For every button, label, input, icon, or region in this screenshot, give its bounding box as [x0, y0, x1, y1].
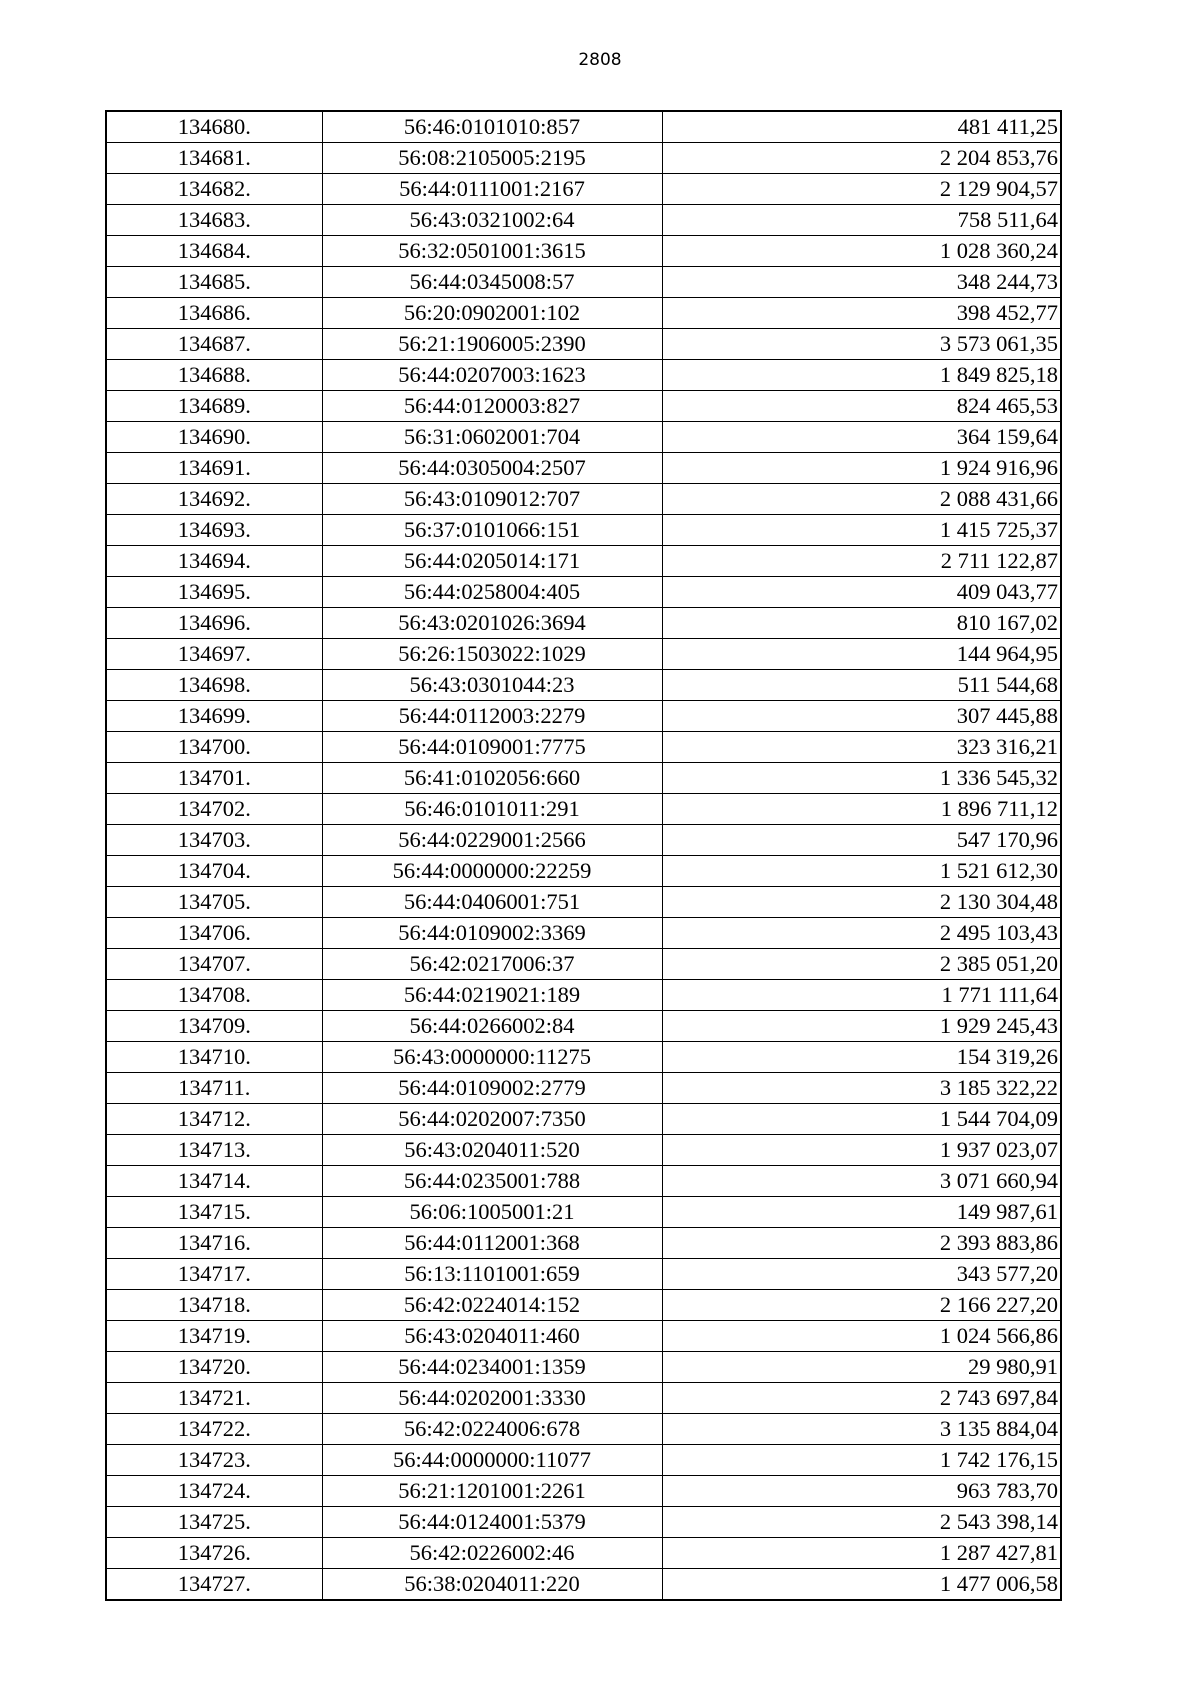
row-number-cell: 134688.: [106, 360, 322, 391]
cadastral-number-cell: 56:44:0202007:7350: [322, 1104, 662, 1135]
row-number-cell: 134722.: [106, 1414, 322, 1445]
table-row: [106, 1042, 1061, 1073]
table-row: [106, 1073, 1061, 1104]
row-number-cell: 134712.: [106, 1104, 322, 1135]
cadastral-value-cell: 29 980,91: [662, 1352, 1061, 1383]
cadastral-number-cell: 56:44:0266002:84: [322, 1011, 662, 1042]
table-row: [106, 1104, 1061, 1135]
cadastral-value-cell: 343 577,20: [662, 1259, 1061, 1290]
table-row: [106, 1352, 1061, 1383]
cadastral-value-cell: 323 316,21: [662, 732, 1061, 763]
row-number-cell: 134724.: [106, 1476, 322, 1507]
cadastral-value-cell: 348 244,73: [662, 267, 1061, 298]
cadastral-value-cell: 1 929 245,43: [662, 1011, 1061, 1042]
cadastral-value-cell: 1 742 176,15: [662, 1445, 1061, 1476]
cadastral-number-cell: 56:44:0109002:2779: [322, 1073, 662, 1104]
row-number-cell: 134721.: [106, 1383, 322, 1414]
cadastral-value-cell: 2 543 398,14: [662, 1507, 1061, 1538]
row-number-cell: 134713.: [106, 1135, 322, 1166]
cadastral-number-cell: 56:44:0000000:22259: [322, 856, 662, 887]
cadastral-value-cell: 1 544 704,09: [662, 1104, 1061, 1135]
row-number-cell: 134707.: [106, 949, 322, 980]
table-row: [106, 856, 1061, 887]
table-row: [106, 143, 1061, 174]
cadastral-number-cell: 56:32:0501001:3615: [322, 236, 662, 267]
row-number-cell: 134695.: [106, 577, 322, 608]
cadastral-number-cell: 56:44:0124001:5379: [322, 1507, 662, 1538]
table-row: [106, 391, 1061, 422]
cadastral-value-cell: 2 088 431,66: [662, 484, 1061, 515]
cadastral-value-cell: 144 964,95: [662, 639, 1061, 670]
table-row: [106, 174, 1061, 205]
cadastral-value-cell: 2 495 103,43: [662, 918, 1061, 949]
cadastral-number-cell: 56:21:1201001:2261: [322, 1476, 662, 1507]
cadastral-value-cell: 1 477 006,58: [662, 1569, 1061, 1601]
cadastral-number-cell: 56:41:0102056:660: [322, 763, 662, 794]
cadastral-number-cell: 56:44:0229001:2566: [322, 825, 662, 856]
cadastral-value-cell: 2 204 853,76: [662, 143, 1061, 174]
row-number-cell: 134717.: [106, 1259, 322, 1290]
cadastral-value-cell: 149 987,61: [662, 1197, 1061, 1228]
row-number-cell: 134716.: [106, 1228, 322, 1259]
cadastral-value-cell: 364 159,64: [662, 422, 1061, 453]
row-number-cell: 134682.: [106, 174, 322, 205]
table-row: [106, 546, 1061, 577]
cadastral-value-cell: 3 185 322,22: [662, 1073, 1061, 1104]
table-row: [106, 1290, 1061, 1321]
cadastral-number-cell: 56:06:1005001:21: [322, 1197, 662, 1228]
cadastral-value-cell: 409 043,77: [662, 577, 1061, 608]
table-row: [106, 1259, 1061, 1290]
cadastral-number-cell: 56:44:0109002:3369: [322, 918, 662, 949]
table-row: [106, 670, 1061, 701]
row-number-cell: 134708.: [106, 980, 322, 1011]
cadastral-value-cell: 154 319,26: [662, 1042, 1061, 1073]
row-number-cell: 134684.: [106, 236, 322, 267]
cadastral-number-cell: 56:44:0345008:57: [322, 267, 662, 298]
cadastral-value-cell: 2 129 904,57: [662, 174, 1061, 205]
cadastral-number-cell: 56:37:0101066:151: [322, 515, 662, 546]
cadastral-number-cell: 56:44:0406001:751: [322, 887, 662, 918]
row-number-cell: 134710.: [106, 1042, 322, 1073]
table-row: [106, 205, 1061, 236]
cadastral-value-cell: 1 336 545,32: [662, 763, 1061, 794]
cadastral-number-cell: 56:44:0112003:2279: [322, 701, 662, 732]
table-row: [106, 1321, 1061, 1352]
cadastral-number-cell: 56:44:0207003:1623: [322, 360, 662, 391]
cadastral-number-cell: 56:43:0109012:707: [322, 484, 662, 515]
cadastral-value-cell: 3 573 061,35: [662, 329, 1061, 360]
cadastral-value-cell: 481 411,25: [662, 111, 1061, 143]
cadastral-value-cell: 3 135 884,04: [662, 1414, 1061, 1445]
cadastral-number-cell: 56:43:0204011:520: [322, 1135, 662, 1166]
row-number-cell: 134706.: [106, 918, 322, 949]
row-number-cell: 134711.: [106, 1073, 322, 1104]
table-row: [106, 484, 1061, 515]
cadastral-value-cell: 1 771 111,64: [662, 980, 1061, 1011]
table-row: [106, 267, 1061, 298]
row-number-cell: 134703.: [106, 825, 322, 856]
cadastral-value-cell: 547 170,96: [662, 825, 1061, 856]
row-number-cell: 134697.: [106, 639, 322, 670]
table-row: [106, 298, 1061, 329]
row-number-cell: 134690.: [106, 422, 322, 453]
row-number-cell: 134714.: [106, 1166, 322, 1197]
cadastral-value-cell: 2 743 697,84: [662, 1383, 1061, 1414]
cadastral-number-cell: 56:43:0321002:64: [322, 205, 662, 236]
table-row: [106, 1166, 1061, 1197]
cadastral-number-cell: 56:26:1503022:1029: [322, 639, 662, 670]
table-row: [106, 1011, 1061, 1042]
row-number-cell: 134727.: [106, 1569, 322, 1601]
table-row: [106, 453, 1061, 484]
cadastral-value-cell: 2 166 227,20: [662, 1290, 1061, 1321]
table-row: [106, 236, 1061, 267]
cadastral-value-cell: 824 465,53: [662, 391, 1061, 422]
table-row: [106, 577, 1061, 608]
cadastral-number-cell: 56:46:0101011:291: [322, 794, 662, 825]
cadastral-number-cell: 56:31:0602001:704: [322, 422, 662, 453]
table-row: [106, 1197, 1061, 1228]
page-number: 2808: [578, 50, 622, 70]
cadastral-value-cell: 2 130 304,48: [662, 887, 1061, 918]
cadastral-number-cell: 56:44:0219021:189: [322, 980, 662, 1011]
cadastral-value-cell: 2 393 883,86: [662, 1228, 1061, 1259]
cadastral-value-cell: 398 452,77: [662, 298, 1061, 329]
row-number-cell: 134681.: [106, 143, 322, 174]
cadastral-number-cell: 56:43:0301044:23: [322, 670, 662, 701]
cadastral-value-cell: 1 896 711,12: [662, 794, 1061, 825]
row-number-cell: 134691.: [106, 453, 322, 484]
cadastral-number-cell: 56:21:1906005:2390: [322, 329, 662, 360]
cadastral-number-cell: 56:44:0000000:11077: [322, 1445, 662, 1476]
cadastral-number-cell: 56:44:0205014:171: [322, 546, 662, 577]
row-number-cell: 134715.: [106, 1197, 322, 1228]
row-number-cell: 134709.: [106, 1011, 322, 1042]
row-number-cell: 134698.: [106, 670, 322, 701]
row-number-cell: 134702.: [106, 794, 322, 825]
table-row: [106, 1228, 1061, 1259]
row-number-cell: 134694.: [106, 546, 322, 577]
table-row: [106, 887, 1061, 918]
cadastral-value-cell: 1 415 725,37: [662, 515, 1061, 546]
table-row: [106, 1445, 1061, 1476]
cadastral-value-cell: 758 511,64: [662, 205, 1061, 236]
row-number-cell: 134692.: [106, 484, 322, 515]
cadastral-value-cell: 2 711 122,87: [662, 546, 1061, 577]
row-number-cell: 134685.: [106, 267, 322, 298]
row-number-cell: 134687.: [106, 329, 322, 360]
cadastral-number-cell: 56:42:0217006:37: [322, 949, 662, 980]
cadastral-value-cell: 1 521 612,30: [662, 856, 1061, 887]
table-row: [106, 1135, 1061, 1166]
row-number-cell: 134680.: [106, 111, 322, 143]
table-row: [106, 1476, 1061, 1507]
row-number-cell: 134705.: [106, 887, 322, 918]
cadastral-value-cell: 2 385 051,20: [662, 949, 1061, 980]
table-row: [106, 608, 1061, 639]
table-row: [106, 1507, 1061, 1538]
row-number-cell: 134699.: [106, 701, 322, 732]
cadastral-number-cell: 56:43:0204011:460: [322, 1321, 662, 1352]
cadastral-number-cell: 56:13:1101001:659: [322, 1259, 662, 1290]
cadastral-value-cell: 1 849 825,18: [662, 360, 1061, 391]
table-row: [106, 1383, 1061, 1414]
row-number-cell: 134700.: [106, 732, 322, 763]
table-row: [106, 329, 1061, 360]
cadastral-number-cell: 56:44:0202001:3330: [322, 1383, 662, 1414]
cadastral-number-cell: 56:20:0902001:102: [322, 298, 662, 329]
table-row: [106, 732, 1061, 763]
row-number-cell: 134719.: [106, 1321, 322, 1352]
table-row: [106, 918, 1061, 949]
row-number-cell: 134726.: [106, 1538, 322, 1569]
cadastral-number-cell: 56:42:0224014:152: [322, 1290, 662, 1321]
table-row: [106, 794, 1061, 825]
cadastral-value-cell: 1 287 427,81: [662, 1538, 1061, 1569]
table-row: [106, 1414, 1061, 1445]
table-row: [106, 949, 1061, 980]
cadastral-number-cell: 56:42:0224006:678: [322, 1414, 662, 1445]
cadastral-number-cell: 56:44:0112001:368: [322, 1228, 662, 1259]
row-number-cell: 134683.: [106, 205, 322, 236]
cadastral-number-cell: 56:43:0201026:3694: [322, 608, 662, 639]
table-row: [106, 980, 1061, 1011]
cadastral-number-cell: 56:44:0258004:405: [322, 577, 662, 608]
table-row: [106, 825, 1061, 856]
cadastral-value-cell: 307 445,88: [662, 701, 1061, 732]
row-number-cell: 134686.: [106, 298, 322, 329]
cadastral-number-cell: 56:44:0234001:1359: [322, 1352, 662, 1383]
row-number-cell: 134693.: [106, 515, 322, 546]
table-body: [106, 111, 1061, 1600]
row-number-cell: 134725.: [106, 1507, 322, 1538]
table-row: [106, 1569, 1061, 1601]
cadastral-number-cell: 56:44:0111001:2167: [322, 174, 662, 205]
cadastral-number-cell: 56:43:0000000:11275: [322, 1042, 662, 1073]
cadastral-number-cell: 56:46:0101010:857: [322, 111, 662, 143]
table-row: [106, 639, 1061, 670]
cadastral-value-cell: 1 924 916,96: [662, 453, 1061, 484]
table-row: [106, 763, 1061, 794]
cadastral-number-cell: 56:42:0226002:46: [322, 1538, 662, 1569]
table-row: [106, 515, 1061, 546]
row-number-cell: 134689.: [106, 391, 322, 422]
cadastral-value-cell: 963 783,70: [662, 1476, 1061, 1507]
cadastral-number-cell: 56:44:0305004:2507: [322, 453, 662, 484]
cadastral-value-cell: 1 028 360,24: [662, 236, 1061, 267]
cadastral-number-cell: 56:44:0235001:788: [322, 1166, 662, 1197]
cadastral-number-cell: 56:08:2105005:2195: [322, 143, 662, 174]
cadastral-number-cell: 56:44:0120003:827: [322, 391, 662, 422]
table-row: [106, 1538, 1061, 1569]
cadastral-value-cell: 3 071 660,94: [662, 1166, 1061, 1197]
row-number-cell: 134696.: [106, 608, 322, 639]
cadastral-value-table: [105, 110, 1062, 1601]
row-number-cell: 134720.: [106, 1352, 322, 1383]
cadastral-number-cell: 56:44:0109001:7775: [322, 732, 662, 763]
table-row: [106, 701, 1061, 732]
table-row: [106, 422, 1061, 453]
table-row: [106, 111, 1061, 143]
cadastral-value-cell: 810 167,02: [662, 608, 1061, 639]
row-number-cell: 134704.: [106, 856, 322, 887]
cadastral-value-cell: 1 937 023,07: [662, 1135, 1061, 1166]
cadastral-value-cell: 511 544,68: [662, 670, 1061, 701]
table-row: [106, 360, 1061, 391]
row-number-cell: 134718.: [106, 1290, 322, 1321]
row-number-cell: 134701.: [106, 763, 322, 794]
row-number-cell: 134723.: [106, 1445, 322, 1476]
cadastral-value-cell: 1 024 566,86: [662, 1321, 1061, 1352]
cadastral-number-cell: 56:38:0204011:220: [322, 1569, 662, 1601]
